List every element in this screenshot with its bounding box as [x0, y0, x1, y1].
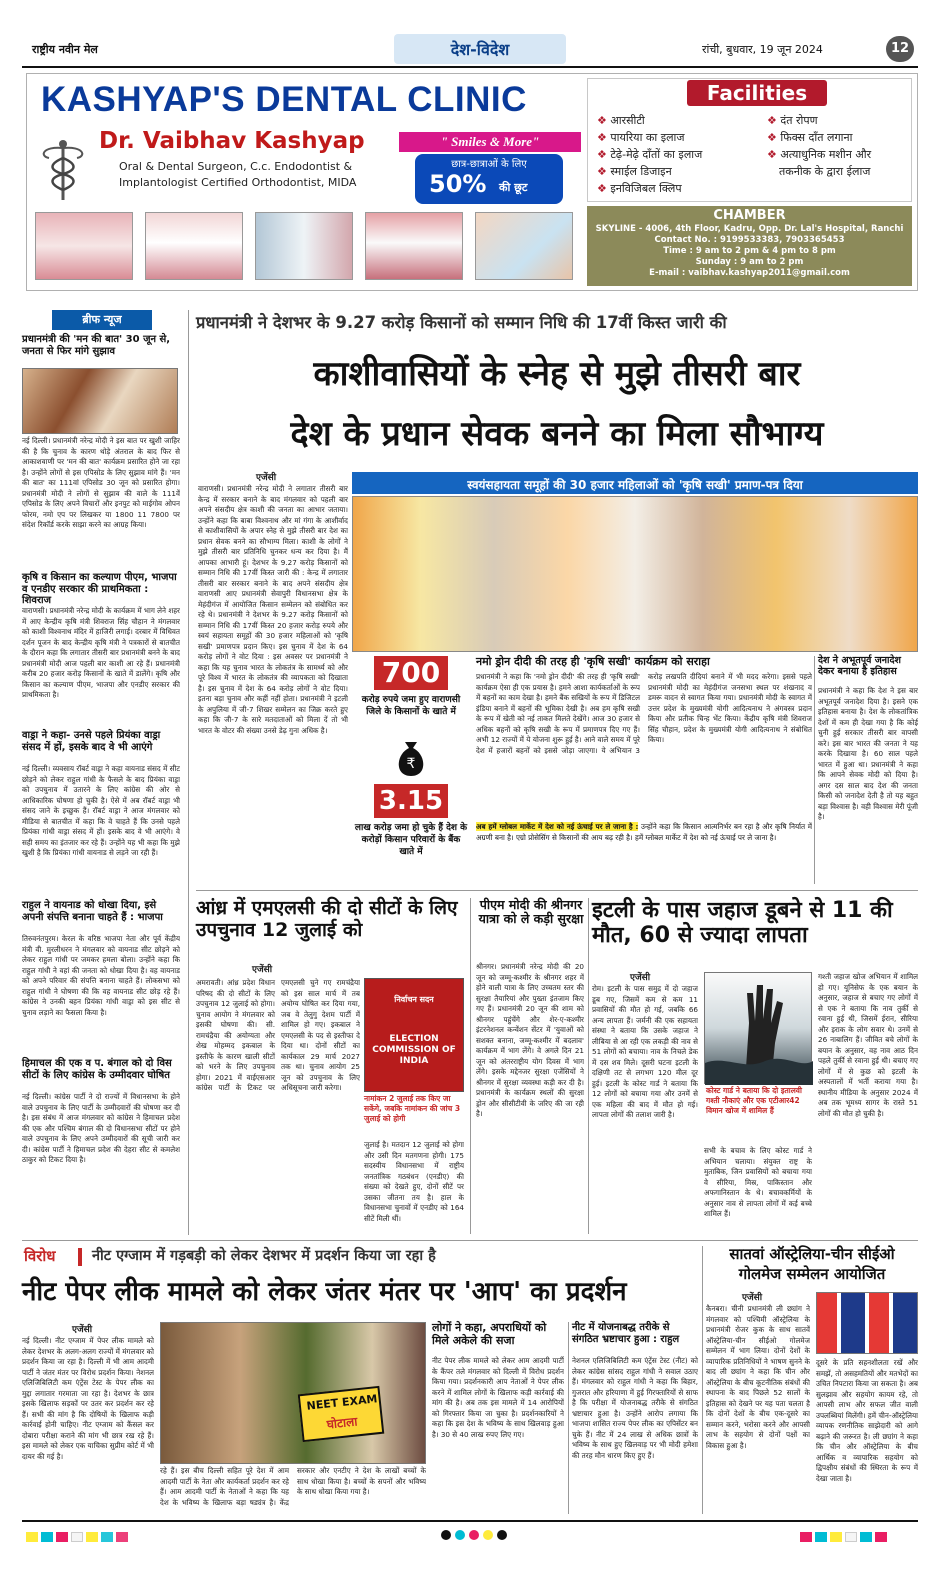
- chamber-line: SKYLINE - 4006, 4th Floor, Kadru, Opp. Dr. Lal's Hospital, Ranchi: [595, 224, 904, 234]
- brief-news-column: [22, 310, 182, 1510]
- doctor-desc-2: Implantologist Certified Orthodontist, MIDA: [119, 176, 357, 189]
- brief-headline: हिमाचल की एक व प. बंगाल को दो विस सीटों के लिए कांग्रेस के उम्मीदवार घोषित: [22, 1058, 172, 1081]
- caduceus-icon: [35, 138, 91, 202]
- flags-photo: [816, 1292, 918, 1354]
- aus-china-body-2: दूसरे के प्रति सहनशीलता रखें और समझें, तो असहमतियों और मतभेदों का उचित निपटारा किया जा सकता है। अब सुलझाव और सहयोग कायम रहे, तो आपसी लाभ और सफल जीत वाली उपलब्धियां मिलेंगी। हमें चीन-ऑस्ट्रेलिया व्यापक रणनीतिक साझेदारी को आगे बढ़ाने की जरूरत है। ली छ्यांग ने कहा कि चीन और ऑस्ट्रेलिया के बीच आर्थिक व व्यापारिक सहयोग को द्विपक्षीय संबंधों की स्थिरता के रूप में देखा जाता है।: [816, 1358, 918, 1483]
- teeth-photo-2: [145, 212, 243, 280]
- event-photo: [352, 496, 918, 652]
- column-divider: [188, 310, 189, 1235]
- dental-ad: [26, 73, 918, 291]
- facility-item: ❖ अत्याधुनिक मशीन और: [767, 148, 872, 161]
- chamber-line: E-mail : vaibhav.kashyap2011@gmail.com: [649, 268, 850, 278]
- italy-side-body: गश्ती जहाज खोज अभियान में शामिल हो गए। यूनिसेफ के एक बयान के अनुसार, जहाज से बचाए गए लोगों में से एक ने बताया कि नाव तुर्की से रवाना हुई थी, जिसमें ईरान, सीरिया और इराक के लोग सवार थे। उनमें से 26 नाबालिग हैं। जीवित बचे लोगों के बयान के अनुसार, वह नाव आठ दिन पहले तुर्की से रवाना हुई थी। बचाए गए लोगों में से कुछ को इटली के अस्पतालों में भर्ती कराया गया है। स्थानीय मीडिया के अनुसार 2024 में अब तक भूमध्य सागर के रास्ते 51 लोगों की मौत हो चुकी है।: [818, 972, 918, 1118]
- facility-item: ❖ स्माईल डिजाइन: [597, 165, 672, 178]
- offer-line: छात्र-छात्राओं के लिए: [451, 159, 527, 170]
- offer-percent: 50%: [429, 170, 487, 198]
- andhra-body: अमरावती। आंध्र प्रदेश विधान परिषद की दो सीटों के लिए उपचुनाव 12 जुलाई को होगा। चुनाव आयोग ने मंगलवार को इसकी घोषणा की। सी. रामचंद्रैया की अयोग्यता और शेख मोहम्मद इकबाल के इस्तीफे के कारण खाली सीटों को भरने के लिए उपचुनाव होगा। 2021 में वाईएसआर कांग्रेस पार्टी के टिकट पर एमएलसी चुने गए रामचंद्रैया को इस साल मार्च में तब अयोग्य घोषित कर दिया गया, जब वे तेलुगु देशम पार्टी में शामिल हो गए। इकबाल ने एमएलसी के पद से इस्तीफा दे दिया था। दोनों सीटों का कार्यकाल 29 मार्च 2027 तक था। चुनाव आयोग 25 जून को उपचुनाव के लिए अधिसूचना जारी करेगा।: [196, 978, 360, 1092]
- facility-item: ❖ इनविजिबल क्लिप: [597, 182, 682, 195]
- italy-caption: कोस्ट गार्ड ने बताया कि दो इतालवी गश्ती नौकाएं और एक एटीआर42 विमान खोज में शामिल हैं: [706, 1086, 802, 1115]
- side-body: प्रधानमंत्री ने कहा कि देश ने इस बार अभूतपूर्व जनादेश दिया है। इसने एक इतिहास बनाया है। देश के लोकतांत्रिक देशों में कम ही देखा गया है कि कोई चुनी हुई सरकार तीसरी बार वापसी करे। इस बार भारत की जनता ने यह करके दिखाया है। 60 साल पहले भारत में हुआ था। प्रधानमंत्री ने कहा कि आपने सेवक मोदी को दिया है। अगर दस साल बाद देश की जनता किसी को जनादेश देती है तो यह बहुत बड़ा विश्वास है। वही विश्वास मेरी पूंजी है।: [818, 686, 918, 821]
- footer-rule: [22, 1520, 918, 1522]
- hand-icon: [705, 973, 813, 1085]
- page-number: 12: [886, 36, 914, 62]
- dateline: रांची, बुधवार, 19 जून 2024: [702, 43, 823, 56]
- stat-315: 3.15: [374, 784, 448, 818]
- lead-kicker: प्रधानमंत्री ने देशभर के 9.27 करोड़ किसानों को सम्मान निधि की 17वीं किस्त जारी की: [196, 313, 727, 332]
- aus-china-headline-2: गोलमेज सम्मेलन आयोजित: [738, 1265, 886, 1283]
- doctor-name: Dr. Vaibhav Kashyap: [99, 128, 365, 154]
- facilities-left: [597, 112, 767, 197]
- virodh-label: विरोध: [24, 1247, 56, 1265]
- placard-text-1: NEET EXAM: [305, 1392, 379, 1413]
- facilities-right: [767, 112, 909, 180]
- chamber-line: Sunday : 9 am to 2 pm: [695, 257, 804, 267]
- child-photo: [475, 212, 573, 280]
- tagline: " Smiles & More": [399, 132, 581, 152]
- stat-700-text: करोड़ रुपये जमा हुए वाराणसी जिले के किसानों के खाते में: [361, 695, 461, 717]
- brief-body: नई दिल्ली। प्रधानमंत्री नरेन्द्र मोदी ने इस बात पर खुशी जाहिर की है कि चुनाव के कारण थोड़े अंतराल के बाद फिर से आकाशवाणी पर 'मन की बात' कार्यक्रम प्रसारित होने जा रहा है। उन्होंने लोगों से इस एपिसोड के लिए सुझाव मांगे हैं। 'मन की बात' का 111वां एपिसोड 30 जून को प्रसारित होगा। प्रधानमंत्री मोदी ने लोगों से सुझाव की वाले के 111वें एपिसोड के लिए अपने विचारों और इनपुट को माईगोव ओपन फोरम, नमो एप पर लिखकर या 1800 11 7800 पर संदेश रिकॉर्ड करके साझा करने का आग्रह किया।: [22, 436, 180, 529]
- brief-body: नई दिल्ली। व्यवसाय रॉबर्ट वाड्रा ने कहा वायनाड संसद में सीट छोड़ने को लेकर राहुल गांधी के फैसले के बाद प्रियंका वाड्रा को उपचुनाव में उतारने के लिए कांग्रेस की ओर से आधिकारिक घोषणा हो चुकी है। ऐसे में अब रॉबर्ट वाड्रा भी संसद जाने के इच्छुक हैं। रॉबर्ट वाड्रा ने आज मंगलवार को मीडिया से बातचीत में कहा कि वे चाहते हैं कि उनसे पहले प्रियंका गांधी वाड्रा संसद में हों। इसके बाद वे भी आएंगे। वे सही समय का इंतजार कर रहे हैं। उन्होंने यह भी कहा कि मुझे खुशी है कि प्रियंका गांधी वायनाड से लड़ने जा रही हैं।: [22, 764, 180, 857]
- chamber-title: CHAMBER: [713, 208, 786, 223]
- neet-byline: एजेंसी: [72, 1325, 93, 1335]
- protest-photo: [160, 1322, 426, 1464]
- neet-kicker-bar: [78, 1248, 82, 1266]
- brief-headline: राहुल ने वायनाड को धोखा दिया, इसे अपनी संपत्ति बनाना चाहते हैं : भाजपा: [22, 900, 163, 923]
- italy-byline: एजेंसी: [630, 973, 651, 983]
- banner-text: स्वयंसहायता समूहों की 30 हजार महिलाओं को 'कृषि सखी' प्रमाण-पत्र दिया: [467, 478, 803, 492]
- andhra-byline: एजेंसी: [252, 965, 273, 975]
- neet-sub2-body: नेशनल एलिजिबिलिटी कम एंट्रेंस टेस्ट (नीट) को लेकर कांग्रेस सांसद राहुल गांधी ने सवाल उठाए हैं। मंगलवार को राहुल गांधी ने कहा कि बिहार, गुजरात और हरियाणा में हुई गिरफ्तारियों से साफ है कि परीक्षा में योजनाबद्ध तरीके से संगठित भ्रष्टाचार हुआ है। उन्होंने आरोप लगाया कि भाजपा शासित राज्य पेपर लीक का एपिसेंटर बन चुके हैं। नीट में 24 लाख से अधिक छात्रों के भविष्य के साथ हुए खिलवाड़ पर भी मोदी हमेशा की तरह मौन धारण किए हुए हैं।: [572, 1356, 698, 1460]
- registration-colors-right: [800, 1527, 890, 1546]
- pm-photo: [22, 368, 178, 434]
- lead-headline-2: देश के प्रधान सेवक बनने का मिला सौभाग्य: [290, 414, 824, 454]
- srinagar-body: श्रीनगर। प्रधानमंत्री नरेन्द्र मोदी की 20 जून को जम्मू-कश्मीर के श्रीनगर शहर में होने वाली यात्रा के लिए उच्चतम स्तर की सुरक्षा तैयारियां और पुख्ता इंतजाम किए गए हैं। प्रधानमंत्री 20 जून की शाम को श्रीनगर पहुंचेंगे और शेर-ए-कश्मीर इंटरनेशनल कन्वेंशन सेंटर में 'युवाओं को सशक्त बनाना, जम्मू-कश्मीर में बदलाव' कार्यक्रम में भाग लेंगे। वे अगले दिन 21 जून को अंतरराष्ट्रीय योग दिवस में भाग लेंगे। इसके मद्देनजर सुरक्षा एजेंसियों ने श्रीनगर में सुरक्षा व्यवस्था कड़ी कर दी है। प्रधानमंत्री के कार्यक्रम स्थलों की सुरक्षा ड्रोन और सीसीटीवी के जरिए की जा रही है।: [476, 962, 584, 1118]
- svg-text:₹: ₹: [406, 756, 416, 772]
- doctor-desc-1: Oral & Dental Surgeon, C.c. Endodontist &: [119, 160, 353, 173]
- aus-china-body: कैनबरा। चीनी प्रधानमंत्री ली छ्यांग ने मंगलवार को पश्चिमी ऑस्ट्रेलिया के प्रधानमंत्री रोजर कुक के साथ सातवें ऑस्ट्रेलिया-चीन सीईओ गोलमेज सम्मेलन में भाग लिया। दोनों देशों के व्यापारिक प्रतिनिधियों ने भाषण सुनने के बाद ली छ्यांग ने कहा कि चीन और ऑस्ट्रेलिया के बीच कूटनीतिक संबंधों की स्थापना के बाद पिछले 52 सालों के इतिहास को देखने पर यह पता चलता है कि दोनों देशों के बीच एक-दूसरे का सम्मान करने, भरोसा करने और आपसी लाभ के सहयोग से दोनों पक्षों का विकास हुआ है।: [706, 1304, 810, 1450]
- lead-subhead: नमो ड्रोन दीदी की तरह ही 'कृषि सखी' कार्यक्रम को सराहा: [476, 655, 710, 668]
- brief-headline: कृषि व किसान का कल्याण पीएम, भाजपा व एनडीए सरकार की प्राथमिकता : शिवराज: [22, 572, 177, 606]
- neet-sub-body: नीट पेपर लीक मामले को लेकर आम आदमी पार्टी के कैंपर तले मंगलवार को दिल्ली में विरोध प्रदर्शन किया गया। प्रदर्शनकारी आप नेताओं ने पेपर लीक करने में शामिल लोगों के खिलाफ कड़ी कार्रवाई की मांग की है। अब तक इस मामले में 14 आरोपियों को गिरफ्तार किया जा चुका है। प्रदर्शनकारियों ने कहा कि इस देश के भविष्य के साथ खिलवाड़ हुआ है। 30 से 40 लाख रुपए लिए गए।: [432, 1356, 564, 1439]
- neet-body: नई दिल्ली। नीट एग्जाम में पेपर लीक मामले को लेकर देशभर के अलग-अलग राज्यों में मंगलवार को प्रदर्शन किया जा रहा है। दिल्ली में भी आम आदमी पार्टी ने जंतर मंतर पर विरोध प्रदर्शन किया। नेशनल एलिजिबिलिटी कम एंट्रेंस टेस्ट के पेपर लीक का मुद्दा लगातार गरमाता जा रहा है। देशभर के छात्र इसके खिलाफ सड़कों पर उतर कर प्रदर्शन कर रहे हैं। सभी की मांग है कि दोषियों के खिलाफ कड़ी कार्रवाई होनी चाहिए। नीट एग्जाम को कैंसल कर दोबारा परीक्षा कराने की मांग भी छात्र रख रहे हैं। इस मामले को लेकर एक याचिका सुप्रीम कोर्ट में भी दायर की गई है।: [22, 1336, 154, 1461]
- column-divider: [702, 1246, 703, 1514]
- lead-headline-1: काशीवासियों के स्नेह से मुझे तीसरी बार: [313, 354, 801, 394]
- chamber-address: [587, 224, 912, 279]
- lead-sub-body: प्रधानमंत्री ने कहा कि 'नमो ड्रोन दीदी' की तरह ही 'कृषि सखी' कार्यक्रम ऐसा ही एक प्रयास है। हमने आशा कार्यकर्ताओं के रूप में बहनों का काम देखा है। हमने बैंक सखियों के रूप में डिजिटल इंडिया बनाने में बहनों की भूमिका देखी है। अब हम कृषि सखी के रूप में खेती को नई ताकत मिलते देखेंगे। आज 30 हजार से अधिक बहनों को कृषि सखी के रूप में प्रमाणपत्र दिए गए हैं। अभी 12 राज्यों में ये योजना शुरू हुई है। आने वाले समय में पूरे देश में हजारों बहनों को इससे जोड़ा जाएगा। ये अभियान 3 करोड़ लखपति दीदियां बनाने में भी मदद करेगा। इससे पहले प्रधानमंत्री मोदी का मेहंदीगंज जनसभा स्थल पर शंखनाद व डमरू वादन से स्वागत किया गया। प्रधानमंत्री मोदी के स्वागत में उत्तर प्रदेश के मुख्यमंत्री योगी आदित्यनाथ ने अंगवस्त्र प्रदान किया और प्रतीक चिन्ह भेंट किया। केंद्रीय कृषि मंत्री शिवराज सिंह चौहान, प्रदेश के मुख्यमंत्री योगी आदित्यनाथ ने संबोधित किया।: [476, 672, 812, 755]
- andhra-caption: नामांकन 2 जुलाई तक किए जा सकेंगे, जबकि नामांकन की जांच 3 जुलाई को होगी: [364, 1094, 461, 1123]
- implant-photo: [255, 212, 353, 280]
- column-divider: [588, 898, 589, 1234]
- highlight-line: [476, 822, 812, 882]
- brief-headline: प्रधानमंत्री की 'मन की बात' 30 जून से, जनता से फिर मांगे सुझाव: [22, 334, 171, 357]
- paper-name: राष्ट्रीय नवीन मेल: [32, 43, 98, 56]
- italy-headline: इटली के पास जहाज डूबने से 11 की मौत, 60 से ज्यादा लापता: [592, 898, 893, 949]
- teeth-photo-1: [35, 212, 133, 280]
- chamber-line: Contact No. : 9199533383, 7903365453: [654, 235, 845, 245]
- column-divider: [470, 898, 471, 1234]
- facilities-title: Facilities: [687, 80, 827, 106]
- neet-sub-head: लोगों ने कहा, अपराधियों को मिले अकेले की सजा: [432, 1321, 547, 1347]
- neet-sub2-head: नीट में योजनाबद्ध तरीके से संगठित भ्रष्टाचार हुआ : राहुल: [572, 1322, 680, 1345]
- brief-label: ब्रीफ न्यूज: [52, 310, 152, 330]
- aus-china-headline-1: सातवां ऑस्ट्रेलिया-चीन सीईओ: [729, 1245, 895, 1263]
- neet-col-2: रहे हैं। इस बीच दिल्ली सहित पूरे देश में आम आदमी पार्टी के नेता और कार्यकर्ता प्रदर्शन कर रहे हैं। आम आदमी पार्टी के नेताओं ने कहा कि यह देश के भविष्य के खिलाफ बड़ा षड्यंत्र है। केंद्र सरकार और एनटीए ने देश के लाखों बच्चों के साथ धोखा किया है। बच्चों के सपनों और भविष्य के साथ धोखा किया गया है।: [160, 1466, 426, 1507]
- facility-item: ❖ टेढ़े-मेढ़े दाँतों का इलाज: [597, 148, 703, 161]
- photo-sign-1: निर्वाचन सदन: [394, 995, 434, 1004]
- column-divider: [568, 1322, 569, 1514]
- neet-kicker: नीट एग्जाम में गड़बड़ी को लेकर देशभर में प्रदर्शन किया जा रहा है: [92, 1248, 436, 1264]
- italy-body-2: सभी के बचाव के लिए कोस्ट गार्ड ने अभियान चलाया। संयुक्त राष्ट्र के मुताबिक, जिन प्रवासियों को बचाया गया वे सीरिया, मिस्र, पाकिस्तान और अफगानिस्तान के थे। बचावकर्मियों के अनुसार नाव से लापता लोगों में कई बच्चे शामिल हैं।: [704, 1146, 812, 1218]
- highlight-text: अब हमें ग्लोबल मार्केट में देश को नई ऊंचाई पर ले जाना है :: [476, 822, 639, 831]
- highlight-body: उन्होंने कहा कि किसान आत्मनिर्भर बन रहा है और कृषि निर्यात में अग्रणी बना है। एग्रो प्रोसेसिंग से किसानों की आय बढ़ रही है। हमें ग्लोबल मार्केट में देश को नई ऊंचाई पर ले जाना है।: [476, 822, 812, 842]
- registration-colors-left: [26, 1527, 131, 1546]
- neet-headline: नीट पेपर लीक मामले को लेकर जंतर मंतर पर 'आप' का प्रदर्शन: [22, 1277, 627, 1307]
- facility-item: ❖ आरसीटी: [597, 114, 645, 127]
- aus-china-byline: एजेंसी: [742, 1293, 763, 1303]
- italy-body: रोम। इटली के पास समुद्र में दो जहाज डूब गए, जिसमें कम से कम 11 प्रवासियों की मौत हो गई, जबकि 66 अन्य लापता हैं। जर्मनी की एक सहायता संस्था ने बताया कि उसके जहाज ने लीबिया से आ रही एक लकड़ी की नाव से 51 लोगों को बचाया। नाव के निचले डेक में दस शव मिले। दूसरी घटना इटली के दक्षिणी तट से लगभग 120 मील दूर हुई। इटली के कोस्ट गार्ड ने बताया कि 12 लोगों को बचाया गया और उनमें से एक महिला की बाद में मौत हो गई। लापता लोगों की तलाश जारी है।: [592, 984, 698, 1119]
- stat-700: 700: [374, 656, 448, 690]
- smile-photo: [365, 212, 463, 280]
- brief-body: नई दिल्ली। कांग्रेस पार्टी ने दो राज्यों में विधानसभा के होने वाले उपचुनाव के लिए पार्टी के उम्मीदवारों की घोषणा कर दी है। इस संबंध में आज मंगलवार को कांग्रेस ने हिमाचल प्रदेश की एक और पश्चिम बंगाल की दो विधानसभा सीटों पर होने वाले उपचुनाव के लिए अपने उम्मीदवारों की सूची जारी कर दी। कांग्रेस पार्टी ने हिमाचल प्रदेश की देहरा सीट से कमलेश ठाकुर को टिकट दिया है।: [22, 1092, 180, 1164]
- andhra-headline: आंध्र में एमएलसी की दो सीटों के लिए उपचुनाव 12 जुलाई को: [196, 897, 458, 941]
- section-title: देश-विदेश: [450, 40, 510, 59]
- registration-dots: [440, 1526, 510, 1538]
- offer-suffix: की छूट: [499, 181, 528, 194]
- clinic-name: KASHYAP'S DENTAL CLINIC: [41, 80, 527, 119]
- facility-item: ❖ दंत रोपण: [767, 114, 818, 127]
- money-bag-icon: [392, 738, 430, 778]
- facility-item: तकनीक के द्वारा ईलाज: [779, 165, 871, 178]
- andhra-body-2: जुलाई है। मतदान 12 जुलाई को होगा और उसी दिन मतगणना होगी। 175 सदस्यीय विधानसभा में राष्ट्रीय जनतांत्रिक गठबंधन (एनडीए) की संख्या को देखते हुए, दोनों सीटें पर उसका जीतना तय है। हाल के विधानसभा चुनावों में एनडीए को 164 सीटें मिली थीं।: [364, 1140, 464, 1223]
- chamber-line: Time : 9 am to 2 pm & 4 pm to 8 pm: [663, 246, 836, 256]
- lead-body: वाराणसी। प्रधानमंत्री नरेन्द्र मोदी ने लगातार तीसरी बार केन्द्र में सरकार बनाने के बाद मंगलवार को पहली बार अपने संसदीय क्षेत्र काशी की जनता का आभार जताया। उन्होंने कहा कि बाबा विश्वनाथ और मां गंगा के आशीर्वाद से काशीवासियों के अपार स्नेह से मुझे तीसरी बार देश का प्रधान सेवक बनने का सौभाग्य मिला। काशी के लोगों ने मुझे तीसरी बार प्रतिनिधि चुनकर धन्य कर दिया है। मैं आपका आभारी हूं। देशभर के 9.27 करोड़ किसानों को सम्मान निधि की 17वीं किस्त जारी की : केन्द्र में लगातार तीसरी बार सरकार बनाने के बाद अपने संसदीय क्षेत्र वाराणसी आए प्रधानमंत्री सेवापुरी विधानसभा क्षेत्र के मेहंदीगंज में आयोजित किसान सम्मेलन को संबोधित कर रहे थे। प्रधानमंत्री ने देशभर के 9.27 करोड़ किसानों को सम्मान निधि की 17वीं किस्त 20 हजार करोड़ रुपये और स्वयं सहायता समूहों की 30 हजार महिलाओं को 'कृषि सखी' प्रमाणपत्र प्रदान किए। इस चुनाव में देश के 64 करोड़ लोगों ने वोट दिया : इस अवसर पर प्रधानमंत्री ने कहा कि यह चुनाव भारत के लोकतंत्र के सामर्थ्य को और पूरे विश्व में भारत के लोकतंत्र की व्यापकता को दिखाता है। इस चुनाव में देश के 64 करोड़ लोगों ने वोट दिया। इतना बड़ा चुनाव और कहीं नहीं होता। प्रधानमंत्री ने इटली के अपुलिया में जी-7 शिखर सम्मेलन का जिक्र करते हुए कहा कि जी-7 के सारे मतदाताओं को मिला दें तो भी भारत के वोटर की संख्या उनसे डेढ़ गुना अधिक है।: [198, 484, 348, 735]
- bottom-rule: [22, 1240, 918, 1241]
- stat-315-text: लाख करोड़ जमा हो चुके हैं देश के करोड़ों किसान परिवारों के बैंक खाते में: [354, 823, 468, 857]
- brief-body: वाराणसी। प्रधानमंत्री नरेन्द्र मोदी के कार्यक्रम में भाग लेने शहर में आए केन्द्रीय कृषि मंत्री शिवराज सिंह चौहान ने मंगलवार को काशी विश्वनाथ मंदिर में हाजिरी लगाई। दरबार में विधिवत दर्शन पूजन के बाद केन्द्रीय कृषि मंत्री ने पत्रकारों से बातचीत के दौरान कहा कि लगातार तीसरी बार प्रधानमंत्री बनने के बाद प्रधानमंत्री मोदी आज पहली बार काशी आ रहे हैं। प्रधानमंत्री करीब 20 हजार करोड़ किसानों के खाते में डालेंगे। कृषि और किसान का कल्याण पीएम, भाजपा और एनडीए सरकार की प्राथमिकता है।: [22, 606, 180, 699]
- brief-headline: वाड्रा ने कहा- उनसे पहले प्रियंका वाड्रा संसद में हों, इसके बाद वे भी आएंगे: [22, 730, 161, 753]
- facility-item: ❖ पायरिया का इलाज: [597, 131, 685, 144]
- section-rule: [196, 890, 918, 891]
- photo-sign-2: ELECTION COMMISSION OF INDIA: [372, 1034, 456, 1066]
- brief-body: तिरुवनंतपुरम। केरल के वरिष्ठ भाजपा नेता और पूर्व केंद्रीय मंत्री वी. मुरलीधरन ने मंगलवार को वायनाड सीट छोड़ने को लेकर राहुल गांधी पर जमकर हमला बोला। उन्होंने कहा कि राहुल गांधी ने वहां की जनता को धोखा दिया है। वह वायनाड को अपने परिवार की संपत्ति बनाना चाहते हैं। लोकसभा को राहुल गांधी ने घोषणा की कि वह वायनाड सीट छोड़ रहे हैं। कांग्रेस ने उनकी बहन प्रियंका गांधी वाड्रा को इस सीट से चुनाव लड़ाने का फैसला किया है।: [22, 934, 180, 1017]
- drowning-photo: [704, 972, 812, 1084]
- side-headline: देश ने अभूतपूर्व जनादेश देकर बनाया है इतिहास: [818, 655, 902, 677]
- srinagar-headline: पीएम मोदी की श्रीनगर यात्रा को ले कड़ी सुरक्षा: [478, 897, 584, 927]
- placard-text-2: घोटाला: [326, 1414, 358, 1432]
- masthead-rule: [22, 66, 918, 68]
- side-divider: [814, 656, 815, 884]
- lead-byline: एजेंसी: [256, 473, 277, 483]
- facility-item: ❖ फिक्स दाँत लगाना: [767, 131, 853, 144]
- masthead: [22, 34, 918, 64]
